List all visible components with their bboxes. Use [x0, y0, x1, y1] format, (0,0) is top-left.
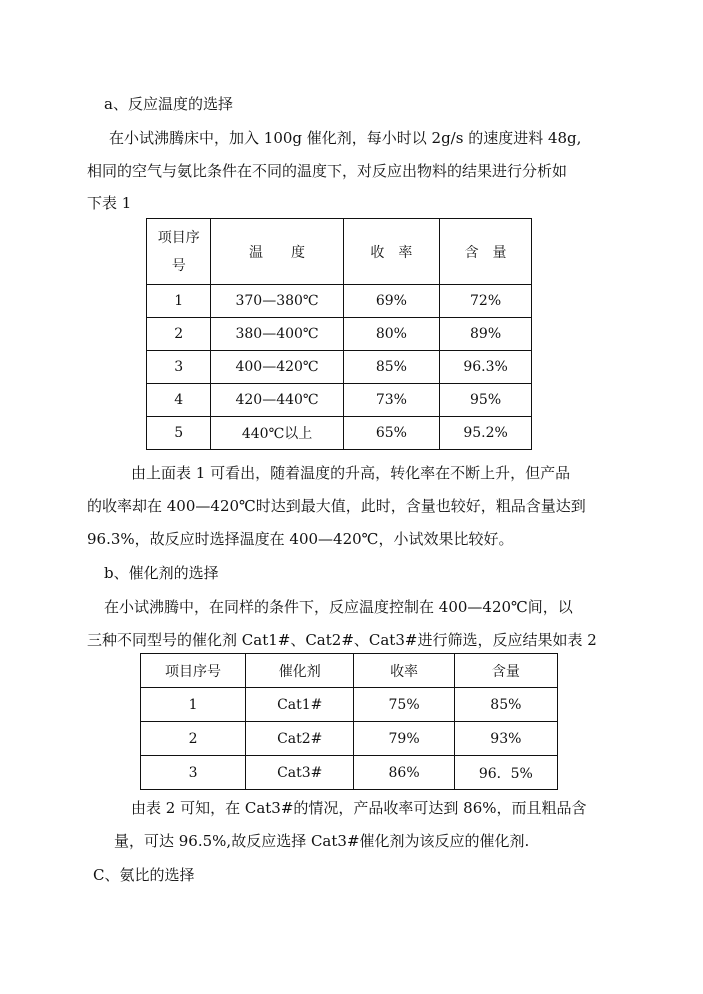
header-cell: 项目序 号 [147, 219, 211, 285]
table-cell: 96.3% [440, 351, 532, 384]
section-b-conclusion-line: 量，可达 96.5%,故反应选择 Cat3#催化剂为该反应的催化剂. [114, 832, 530, 850]
table-cell: 380—400℃ [211, 318, 343, 351]
table-cell: 420—440℃ [211, 384, 343, 417]
header-cell: 收率 [354, 654, 454, 688]
table-row [147, 285, 532, 318]
table-cell: 440℃以上 [211, 417, 343, 450]
table-cell: 65% [343, 417, 439, 450]
table-cell: 370—380℃ [211, 285, 343, 318]
header-cell: 催化剂 [246, 654, 354, 688]
table-cell: Cat1# [246, 688, 354, 722]
table-cell: 95.2% [440, 417, 532, 450]
section-a-conclusion-line: 的收率却在 400—420℃时达到最大值，此时，含量也较好，粗品含量达到 [87, 497, 586, 515]
table-cell: 80% [343, 318, 439, 351]
table-header-row [147, 219, 532, 285]
section-b-conclusion-line: 由表 2 可知，在 Cat3#的情况，产品收率可达到 86%，而且粗品含 [131, 799, 587, 817]
header-cell: 项目序号 [141, 654, 246, 688]
table-cell: 2 [147, 318, 211, 351]
section-a-paragraph-line: 相同的空气与氨比条件在不同的温度下，对反应出物料的结果进行分析如 [87, 162, 568, 180]
section-a-conclusion-line: 96.3%，故反应时选择温度在 400—420℃，小试效果比较好。 [87, 530, 514, 548]
table-cell: 73% [343, 384, 439, 417]
table-row [147, 318, 532, 351]
catalyst-table [140, 653, 558, 790]
table-row [141, 688, 558, 722]
section-a-paragraph-line: 在小试沸腾床中，加入 100g 催化剂，每小时以 2g/s 的速度进料 48g, [109, 129, 582, 147]
table-cell: 93% [454, 722, 557, 756]
header-cell: 含 量 [440, 219, 532, 285]
section-a-heading: a、反应温度的选择 [104, 95, 233, 113]
table-row [147, 351, 532, 384]
section-a-paragraph-line: 下表 1 [87, 194, 132, 212]
table-cell: 1 [147, 285, 211, 318]
table-cell: Cat3# [246, 756, 354, 790]
table-cell: 1 [141, 688, 246, 722]
table-cell: 79% [354, 722, 454, 756]
table-cell: 85% [343, 351, 439, 384]
table-cell: 96．5% [454, 756, 557, 790]
header-cell: 含量 [454, 654, 557, 688]
table-cell: 75% [354, 688, 454, 722]
table-cell: 72% [440, 285, 532, 318]
table-header-row [141, 654, 558, 688]
header-cell: 收 率 [343, 219, 439, 285]
table-cell: 400—420℃ [211, 351, 343, 384]
section-c-heading: C、氨比的选择 [93, 866, 195, 884]
table-cell: 86% [354, 756, 454, 790]
temperature-table [146, 218, 532, 450]
table-cell: 3 [141, 756, 246, 790]
section-b-heading: b、催化剂的选择 [104, 564, 219, 582]
table-cell: Cat2# [246, 722, 354, 756]
table-row [147, 384, 532, 417]
table-cell: 4 [147, 384, 211, 417]
table-cell: 89% [440, 318, 532, 351]
table-row [147, 417, 532, 450]
section-a-conclusion-line: 由上面表 1 可看出，随着温度的升高，转化率在不断上升，但产品 [131, 464, 571, 482]
table-row [141, 722, 558, 756]
table-cell: 3 [147, 351, 211, 384]
table-row [141, 756, 558, 790]
table-cell: 85% [454, 688, 557, 722]
table-cell: 5 [147, 417, 211, 450]
section-b-paragraph-line: 在小试沸腾中，在同样的条件下，反应温度控制在 400—420℃间，以 [104, 598, 573, 616]
table-cell: 95% [440, 384, 532, 417]
section-b-paragraph-line: 三种不同型号的催化剂 Cat1#、Cat2#、Cat3#进行筛选，反应结果如表 2 [87, 631, 597, 649]
table-cell: 69% [343, 285, 439, 318]
table-cell: 2 [141, 722, 246, 756]
header-cell: 温 度 [211, 219, 343, 285]
